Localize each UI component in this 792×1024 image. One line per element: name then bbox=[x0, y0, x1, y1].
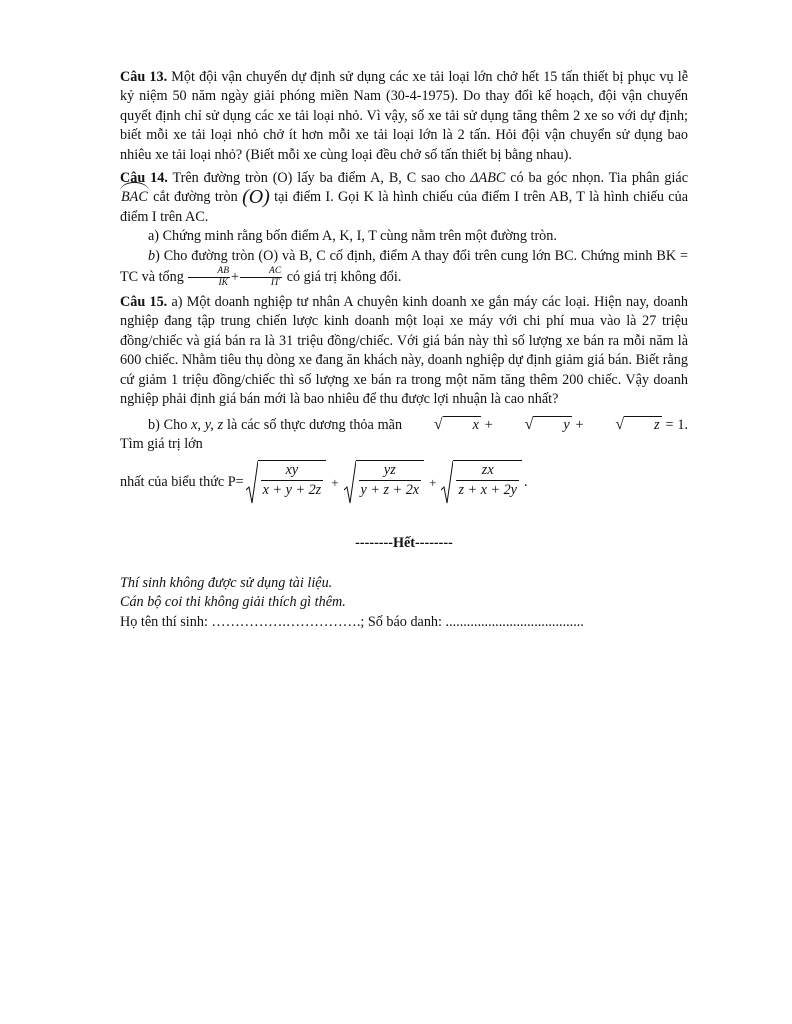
vars-xyz: x, y, z bbox=[191, 416, 224, 433]
q15b-text-3: . Tìm giá trị lớn bbox=[120, 416, 688, 452]
circle-o: (O) bbox=[242, 186, 270, 209]
fraction-it: IT bbox=[270, 278, 280, 289]
radical-sign-icon bbox=[246, 460, 258, 504]
radical-1 bbox=[246, 460, 327, 504]
denominator-2: y + z + 2x bbox=[360, 482, 420, 499]
plus-1: + bbox=[331, 474, 339, 490]
q14-text-4: tại điểm I. Gọi K là hình chiếu của điểm I trên AB, T là hình chiếu của điểm I trên AC. bbox=[120, 189, 688, 225]
q14-text-3: cắt đường tròn bbox=[148, 189, 243, 206]
candidate-info-line: Họ tên thí sinh: …………….…………….; Số báo danh: ....................................... bbox=[120, 613, 584, 630]
period: . bbox=[523, 473, 528, 490]
q14-text-1: Trên đường tròn (O) lấy ba điểm A, B, C sao cho bbox=[167, 170, 471, 187]
radical-sign-icon bbox=[344, 460, 356, 504]
question-14a: a) Chứng minh rằng bốn điểm A, K, I, T cùng nằm trên một đường tròn. bbox=[148, 228, 557, 245]
q14b-text-1: ) Cho đường tròn (O) và B, C cố định, điểm A thay đổi trên cung lớn BC. Chứng minh BK = TC và tổng bbox=[120, 247, 688, 285]
q14-text-2: có ba góc nhọn. Tia phân giác bbox=[505, 170, 688, 187]
plus-sign: + bbox=[231, 268, 240, 285]
exam-page bbox=[120, 68, 688, 632]
numerator-3: zx bbox=[456, 461, 519, 481]
fraction-ac-it bbox=[240, 266, 282, 289]
question-13 bbox=[120, 68, 688, 165]
fraction-2 bbox=[359, 461, 422, 500]
question-14-label: Câu 14. bbox=[120, 170, 168, 187]
footer-notes bbox=[120, 574, 688, 632]
question-13-label: Câu 13. bbox=[120, 69, 168, 85]
q15b-text-1: b) Cho bbox=[148, 416, 192, 433]
sqrt-x: √ x bbox=[433, 416, 479, 434]
triangle-abc: ΔABC bbox=[470, 170, 506, 187]
denominator-3: z + x + 2y bbox=[458, 482, 517, 499]
end-marker: --------Hết-------- bbox=[355, 535, 453, 552]
numerator-2: yz bbox=[359, 461, 422, 481]
fraction-ab: AB bbox=[188, 266, 230, 278]
q14b-text-2: có giá trị không đổi. bbox=[283, 268, 402, 285]
radical-2 bbox=[344, 460, 425, 504]
angle-bac: BAC bbox=[120, 188, 149, 207]
question-14b bbox=[120, 247, 688, 289]
plus-2: + bbox=[429, 474, 437, 490]
numerator-1: xy bbox=[261, 461, 324, 481]
radical-3 bbox=[441, 460, 522, 504]
radical-sign-icon bbox=[441, 460, 453, 504]
question-14 bbox=[120, 169, 688, 227]
question-15a: a) Một doanh nghiệp tư nhân A chuyên kinh doanh xe gắn máy các loại. Hiện nay, doanh nghiệp đang tập trung chiến lược kinh doanh một loại xe máy với chi phí mua vào là 27 triệu đồng/chiếc và giá bán ra là 31 triệu đồng/chiếc. Với giá bán này thì số lượng xe bán ra mỗi năm là 600 chiếc. Nhằm tiêu thụ dòng xe đang ăn khách này, doanh nghiệp dự định giảm giá bán. Biết rằng cứ giảm 1 triệu đồng/chiếc thì số lượng xe bán ra trong một năm tăng thêm 200 chiếc. Vậy doanh nghiệp phải định giá bán mới là bao nhiêu để thu được lợi nhuận là cao nhất? bbox=[120, 294, 688, 408]
note-no-materials: Thí sinh không được sử dụng tài liệu. bbox=[120, 574, 333, 591]
fraction-3 bbox=[456, 461, 519, 500]
expression-p bbox=[120, 460, 688, 504]
denominator-1: x + y + 2z bbox=[262, 482, 322, 499]
equals-one: = 1 bbox=[661, 416, 685, 433]
question-15b: b) Cho x, y, z là các số thực dương thỏa mãn √ x + √ y + √ z = 1. Tìm giá trị lớn bbox=[120, 416, 688, 452]
question-15 bbox=[120, 293, 688, 409]
fraction-ik: IK bbox=[218, 278, 228, 289]
sqrt-y: √ y bbox=[524, 416, 570, 434]
question-15-label: Câu 15. bbox=[120, 294, 168, 311]
q15b-text-2: là các số thực dương thỏa mãn bbox=[223, 416, 406, 433]
fraction-ab-ik bbox=[188, 266, 230, 289]
fraction-ac: AC bbox=[240, 266, 282, 278]
fraction-1 bbox=[261, 461, 324, 500]
note-no-explanation: Cán bộ coi thi không giải thích gì thêm. bbox=[120, 594, 346, 611]
q14b-label: b bbox=[148, 247, 156, 264]
sqrt-z: √ z bbox=[615, 416, 660, 434]
question-13-text: Một đội vận chuyển dự định sử dụng các xe tải loại lớn chở hết 15 tấn thiết bị phục vụ lễ kỷ niệm 50 năm ngày giải phóng miền Nam (30-4-1975). Do thay đổi kế hoạch, đội vận chuyển quyết định chỉ sử dụng các xe tải loại nhỏ. Vì vậy, số xe tải sử dụng tăng thêm 2 xe so với dự định; biết mỗi xe tải loại nhỏ chở ít hơn mỗi xe tải loại lớn là 2 tấn. Hỏi đội vận chuyển sử dụng bao nhiêu xe tải loại nhỏ? (Biết mỗi xe cùng loại đều chở số tấn thiết bị bằng nhau). bbox=[120, 69, 688, 163]
q15b-text-4: nhất của biểu thức P= bbox=[120, 473, 244, 490]
